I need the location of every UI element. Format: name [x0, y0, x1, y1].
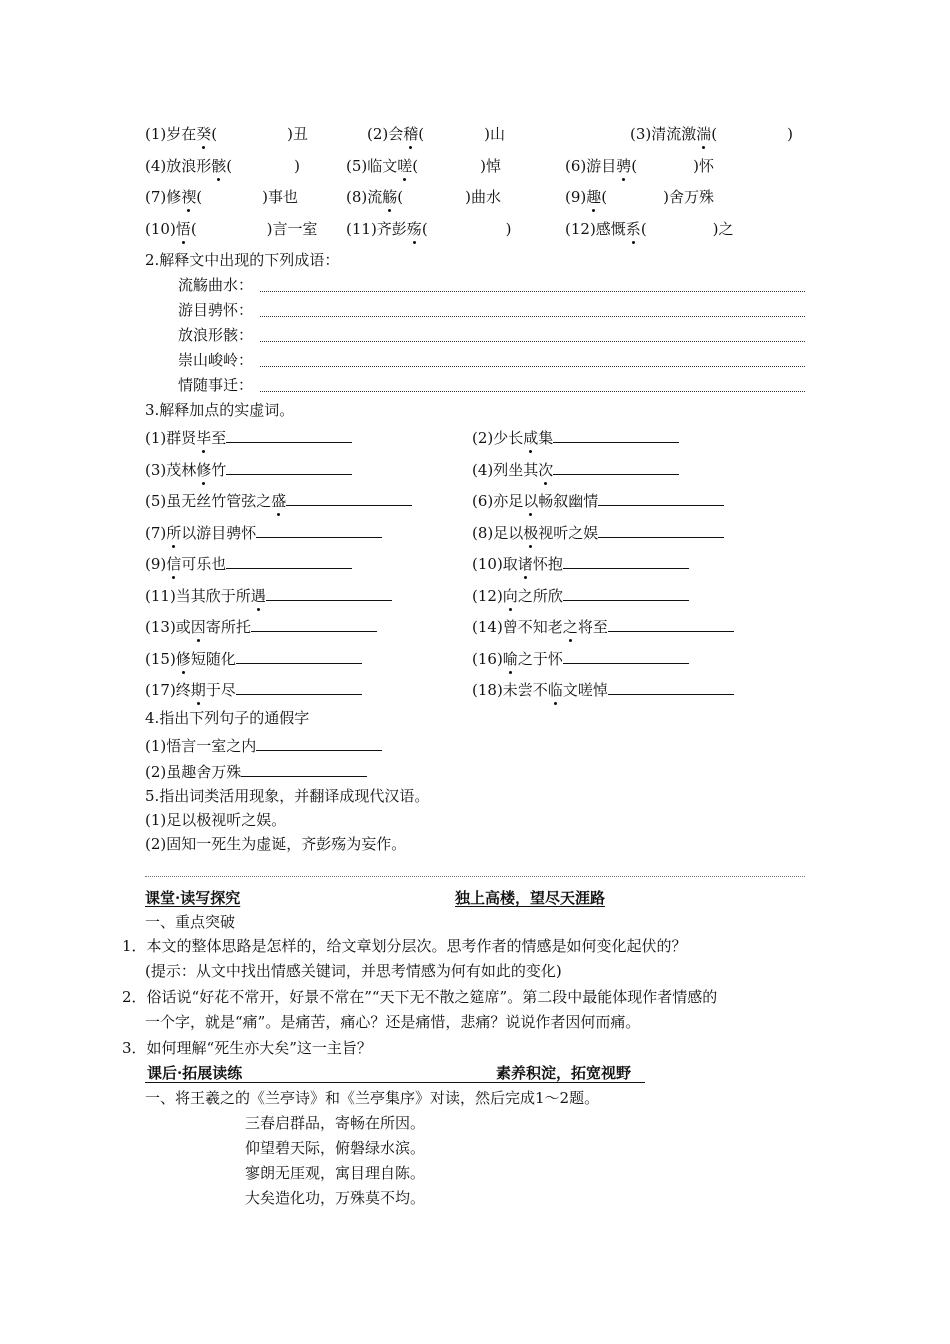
answer-blank[interactable]	[226, 552, 352, 569]
question-3: 3．如何理解“死生亦大矣”这一主旨？	[122, 1039, 372, 1057]
section-subheader-class: 独上高楼，望尽天涯路	[455, 889, 606, 907]
pronunciation-item: (1)岁在癸( )丑	[145, 125, 308, 143]
dotted-character: 稽	[403, 125, 419, 143]
answer-blank[interactable]	[598, 489, 724, 506]
dotted-character: 悟	[175, 220, 191, 238]
poem-line: 仰望碧天际，俯磐绿水滨。	[245, 1139, 426, 1157]
q4-title: 4.指出下列句子的通假字	[145, 709, 310, 727]
q5-item: (2)固知一死生为虚诞，齐彭殇为妄作。	[145, 835, 407, 853]
pronunciation-item: (9)趣( )舍万殊	[565, 188, 714, 206]
dotted-character: 遇	[250, 586, 266, 605]
dotted-character: 次	[538, 460, 554, 479]
answer-line[interactable]	[260, 341, 805, 342]
dotted-character: 趣	[586, 188, 602, 206]
pronunciation-item: (3)清流激湍( )	[630, 125, 793, 143]
dotted-character: 咸	[523, 429, 539, 447]
answer-line[interactable]	[260, 291, 805, 292]
word-item: (3)茂林修竹	[145, 458, 352, 480]
answer-line[interactable]	[260, 316, 805, 317]
word-item: (1)群贤毕至	[145, 426, 352, 448]
word-item: (15)修短随化	[145, 647, 362, 669]
dotted-character: 骋	[616, 157, 632, 175]
dotted-character: 系	[625, 220, 641, 238]
dotted-character: 骸	[211, 157, 227, 175]
dotted-character: 以	[523, 492, 539, 510]
dotted-character: 盛	[271, 492, 287, 510]
idiom-label: 流觞曲水：	[178, 276, 254, 294]
answer-blank[interactable]	[608, 678, 734, 695]
dotted-character: 因	[190, 618, 206, 636]
pronunciation-item: (5)临文嗟( )悼	[346, 157, 501, 175]
question-1: 1．本文的整体思路是怎样的，给文章划分层次。思考作者的情感是如何变化起伏的？	[122, 937, 687, 955]
word-item: (8)足以极视听之娱	[472, 521, 724, 543]
dotted-character: 期	[190, 681, 206, 699]
dotted-character: 之	[562, 618, 578, 636]
answer-line[interactable]	[260, 366, 805, 367]
q4-item: (2)虽趣舍万殊	[145, 760, 367, 782]
dotted-character: 觞	[382, 188, 398, 206]
idiom-label: 放浪形骸：	[178, 326, 254, 344]
dotted-character: 临	[547, 681, 563, 699]
question-2-line1: 2．俗话说“好花不常开，好景不常在”“天下无不散之筵席”。第二段中最能体现作者情感的	[122, 988, 718, 1006]
pronunciation-item: (8)流觞( )曲水	[346, 188, 501, 206]
word-item: (16)喻之于怀	[472, 647, 689, 669]
section-header-class: 课堂·读写探究	[145, 889, 241, 907]
dotted-character: 向	[502, 586, 518, 605]
section-subtitle: 一、重点突破	[145, 913, 236, 931]
pronunciation-item: (12)感慨系( )之	[565, 220, 734, 238]
answer-blank[interactable]	[236, 678, 362, 695]
answer-line[interactable]	[260, 391, 805, 392]
word-item: (9)信可乐也	[145, 552, 352, 574]
dotted-character: 修	[196, 460, 212, 479]
q2-title: 2.解释文中出现的下列成语：	[145, 251, 340, 269]
dotted-character: 癸	[196, 125, 212, 143]
answer-blank[interactable]	[563, 552, 689, 569]
idiom-label: 游目骋怀：	[178, 301, 254, 319]
word-item: (2)少长咸集	[472, 426, 679, 448]
word-item: (11)当其欣于所遇	[145, 584, 392, 606]
dotted-character: 所	[166, 523, 182, 542]
dotted-character: 禊	[181, 188, 197, 206]
answer-blank[interactable]	[286, 489, 412, 506]
answer-blank[interactable]	[236, 647, 362, 664]
dotted-character: 殇	[406, 220, 422, 238]
word-item: (5)虽无丝竹管弦之盛	[145, 489, 412, 511]
answer-blank[interactable]	[598, 521, 724, 538]
pronunciation-item: (4)放浪形骸( )	[145, 157, 300, 175]
answer-blank[interactable]	[226, 458, 352, 475]
dotted-character: 毕	[196, 429, 212, 447]
dotted-character: 极	[523, 523, 539, 542]
pronunciation-item: (7)修禊( )事也	[145, 188, 298, 206]
answer-blank[interactable]	[256, 734, 382, 751]
dotted-character: 嗟	[397, 157, 413, 175]
answer-blank[interactable]	[251, 615, 377, 632]
pronunciation-item: (10)悟( )言一室	[145, 220, 318, 238]
word-item: (12)向之所欣	[472, 584, 689, 606]
word-item: (18)未尝不临文嗟悼	[472, 678, 734, 700]
dotted-character: 诸	[517, 555, 533, 573]
word-item: (6)亦足以畅叙幽情	[472, 489, 724, 511]
q5-item: (1)足以极视听之娱。	[145, 811, 287, 829]
section-header-after: 课后·拓展读练	[145, 1063, 645, 1083]
answer-blank[interactable]	[553, 458, 679, 475]
dotted-character: 修	[175, 649, 191, 668]
word-item: (4)列坐其次	[472, 458, 679, 480]
idiom-label: 情随事迁：	[178, 376, 254, 394]
pronunciation-item: (6)游目骋( )怀	[565, 157, 714, 175]
answer-blank[interactable]	[241, 760, 367, 777]
dotted-character: 喻	[502, 649, 518, 668]
poem-line: 三春启群品，寄畅在所因。	[245, 1114, 426, 1132]
answer-blank[interactable]	[608, 615, 734, 632]
section-subheader-after: 素养积淀，拓宽视野	[496, 1064, 632, 1082]
poem-line: 寥朗无厓观，寓目理自陈。	[245, 1164, 426, 1182]
answer-blank[interactable]	[563, 584, 689, 601]
answer-blank[interactable]	[553, 426, 679, 443]
word-item: (17)终期于尽	[145, 678, 362, 700]
answer-blank[interactable]	[563, 647, 689, 664]
poem-line: 大矣造化功，万殊莫不均。	[245, 1189, 426, 1207]
answer-blank[interactable]	[256, 521, 382, 538]
word-item: (10)取诸怀抱	[472, 552, 689, 574]
idiom-label: 崇山峻岭：	[178, 351, 254, 369]
question-2-line2: 一个字，就是“痛”。是痛苦，痛心？还是痛惜，悲痛？说说作者因何而痛。	[145, 1013, 641, 1031]
pronunciation-item: (11)齐彭殇( )	[346, 220, 512, 238]
q4-item: (1)悟言一室之内	[145, 734, 382, 756]
answer-blank[interactable]	[266, 584, 392, 601]
word-item: (14)曾不知老之将至	[472, 615, 734, 637]
q5-title: 5.指出词类活用现象，并翻译成现代汉语。	[145, 787, 430, 805]
q3-title: 3.解释加点的实虚词。	[145, 401, 295, 419]
word-item: (13)或因寄所托	[145, 615, 377, 637]
dotted-character: 湍	[696, 125, 712, 143]
section-intro: 一、将王羲之的《兰亭诗》和《兰亭集序》对读，然后完成1～2题。	[145, 1089, 600, 1107]
section-divider	[145, 876, 805, 877]
dotted-character: 信	[166, 555, 182, 573]
word-item: (7)所以游目骋怀	[145, 521, 382, 543]
question-1-hint: (提示：从文中找出情感关键词，并思考情感为何有如此的变化)	[145, 962, 562, 980]
answer-blank[interactable]	[226, 426, 352, 443]
pronunciation-item: (2)会稽( )山	[367, 125, 505, 143]
